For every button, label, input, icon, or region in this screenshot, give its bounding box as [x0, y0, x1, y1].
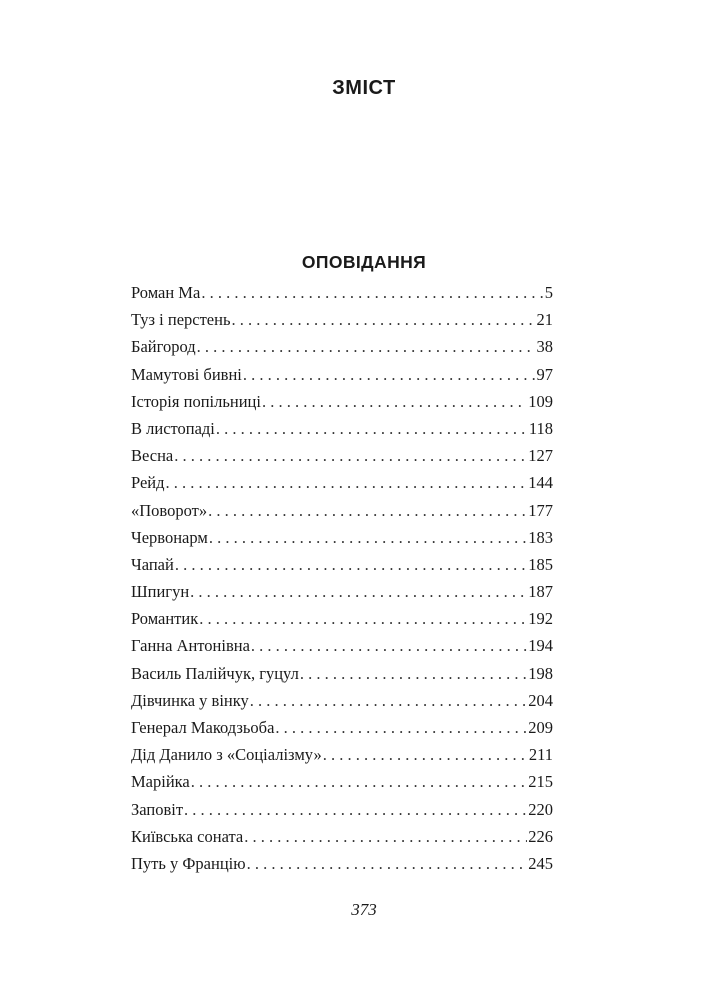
toc-entry-title: Шпигун	[131, 582, 190, 602]
toc-entry-page: 215	[528, 772, 553, 792]
toc-entry	[131, 442, 553, 469]
toc-entry-title: Путь у Францію	[131, 853, 246, 873]
toc-entry-page: 187	[528, 582, 553, 602]
toc-entry-page: 5	[544, 283, 553, 302]
toc-entry-page: 198	[528, 663, 553, 683]
dot-leader	[216, 415, 528, 442]
toc-entry-title: Мамутові бивні	[131, 364, 242, 384]
toc-entry-title: В листопаді	[131, 418, 215, 438]
toc-entry	[131, 741, 553, 768]
toc-entry-page: 185	[528, 554, 553, 574]
dot-leader	[247, 850, 528, 877]
toc-entry	[131, 333, 553, 360]
toc-entry	[131, 632, 553, 659]
dot-leader	[244, 823, 527, 850]
toc-entry-title: Туз і перстень	[131, 310, 231, 330]
toc-entry	[131, 796, 553, 823]
toc-entry	[131, 578, 553, 605]
toc-entry-page: 192	[528, 609, 553, 629]
toc-entry-page: 38	[536, 337, 553, 357]
toc-entry-title: Дід Данило з «Соціалізму»	[131, 745, 322, 765]
page-number: 373	[351, 900, 377, 919]
toc-entry-page: 226	[528, 826, 553, 846]
toc-entry-page: 211	[528, 745, 553, 765]
dot-leader	[208, 497, 527, 524]
toc-entry-page: 109	[528, 391, 553, 411]
toc-entry-page: 177	[528, 500, 553, 520]
toc-entry	[131, 687, 553, 714]
toc-entry-title: Червонарм	[131, 527, 208, 547]
toc-entry	[131, 660, 553, 687]
dot-leader	[201, 279, 543, 306]
dot-leader	[250, 687, 527, 714]
toc-entry	[131, 524, 553, 551]
dot-leader	[323, 741, 528, 768]
toc-entry	[131, 823, 553, 850]
toc-entry-page: 204	[528, 690, 553, 710]
toc-entry-title: Романтик	[131, 609, 199, 629]
toc-entry-title: Чапай	[131, 554, 174, 574]
toc-entry	[131, 415, 553, 442]
toc-entry	[131, 768, 553, 795]
toc-entry-title: Василь Палійчук, гуцул	[131, 663, 299, 683]
toc-entry	[131, 469, 553, 496]
dot-leader	[243, 361, 536, 388]
toc-entry-page: 245	[528, 853, 553, 873]
toc-entry	[131, 551, 553, 578]
dot-leader	[174, 442, 527, 469]
toc-entry-title: Історія попільниці	[131, 391, 261, 411]
dot-leader	[199, 605, 527, 632]
toc-entry-title: «Поворот»	[131, 500, 208, 520]
dot-leader	[262, 388, 527, 415]
dot-leader	[275, 714, 527, 741]
dot-leader	[166, 469, 528, 496]
toc-entry	[131, 714, 553, 741]
toc-entry	[131, 497, 553, 524]
toc-entry-page: 118	[528, 418, 553, 438]
toc-entry-title: Весна	[131, 446, 174, 466]
toc-entry	[131, 361, 553, 388]
dot-leader	[184, 796, 527, 823]
toc-entry-page: 21	[536, 310, 553, 330]
toc-entry	[131, 306, 553, 333]
toc-entry-page: 194	[528, 636, 553, 656]
dot-leader	[251, 632, 527, 659]
toc-entry-page: 183	[528, 527, 553, 547]
dot-leader	[197, 333, 536, 360]
section-heading: ОПОВІДАННЯ	[301, 252, 427, 272]
toc-entry-title: Дівчинка у вінку	[131, 690, 249, 710]
toc-entry-title: Роман Ма	[131, 283, 201, 302]
toc-entry-page: 220	[528, 799, 553, 819]
toc-entry-title: Київська соната	[131, 826, 244, 846]
page-title: ЗМІСТ	[332, 77, 396, 99]
toc-entry-page: 97	[536, 364, 553, 384]
toc-entry-page: 127	[528, 446, 553, 466]
toc-entry-title: Генерал Макодзьоба	[131, 718, 275, 737]
toc-entry-title: Ганна Антонівна	[131, 636, 250, 656]
toc-entry	[131, 605, 553, 632]
dot-leader	[175, 551, 527, 578]
toc-entry-title: Байгород	[131, 337, 196, 357]
toc-entry-page: 144	[528, 473, 553, 493]
toc-entry-title: Марійка	[131, 772, 190, 792]
toc-entry	[131, 388, 553, 415]
table-of-contents	[131, 279, 553, 877]
dot-leader	[191, 768, 528, 795]
toc-entry	[131, 279, 553, 306]
toc-entry-title: Заповіт	[131, 799, 184, 819]
dot-leader	[209, 524, 527, 551]
dot-leader	[300, 660, 527, 687]
toc-entry	[131, 850, 553, 877]
toc-entry-title: Рейд	[131, 473, 165, 493]
dot-leader	[190, 578, 527, 605]
dot-leader	[231, 306, 535, 333]
toc-entry-page: 209	[528, 718, 553, 737]
